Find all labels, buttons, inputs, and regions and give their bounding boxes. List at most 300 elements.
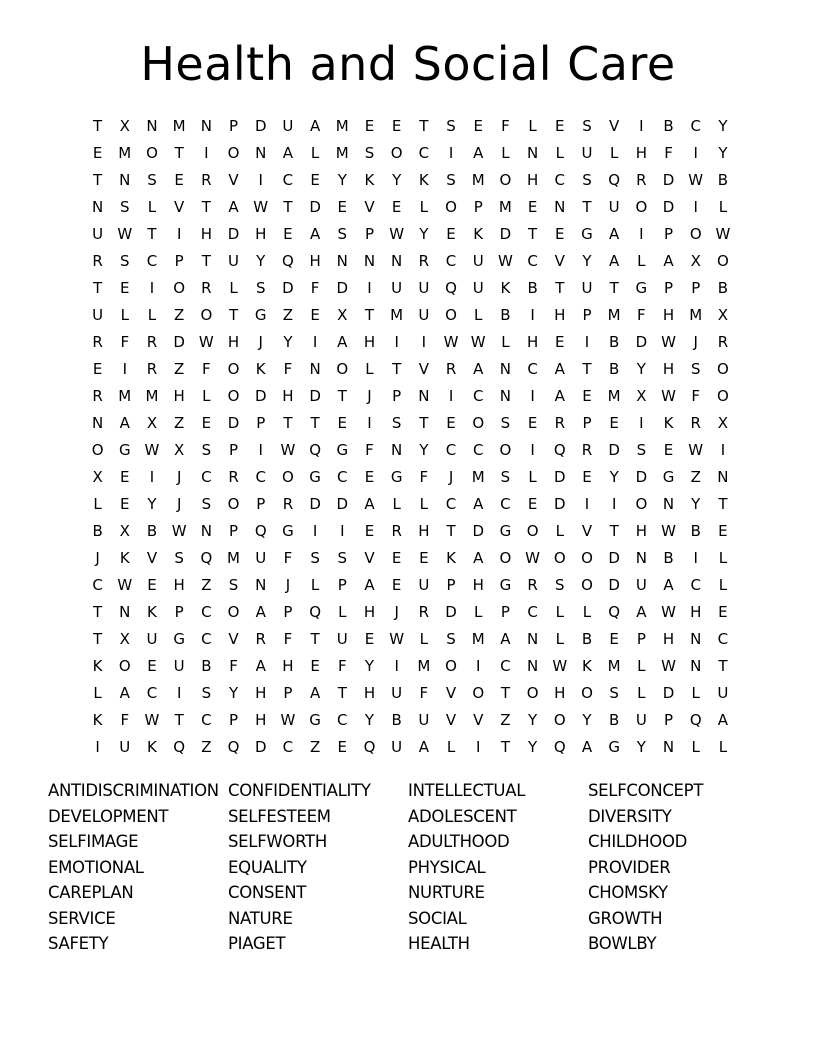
grid-letter: O <box>717 252 729 270</box>
grid-letter: Q <box>363 738 376 756</box>
grid-row <box>84 410 744 437</box>
grid-letter: R <box>391 522 402 540</box>
grid-letter: E <box>419 549 429 567</box>
grid-letter: N <box>200 117 212 135</box>
grid-letter: O <box>227 495 240 513</box>
grid-row <box>84 491 744 518</box>
grid-letter: N <box>255 144 267 162</box>
grid-letter: I <box>639 225 644 243</box>
grid-letter: I <box>312 333 318 351</box>
grid-letter: A <box>255 657 266 675</box>
grid-letter: J <box>258 333 263 351</box>
grid-letter: E <box>391 576 402 594</box>
grid-letter: N <box>499 360 512 378</box>
grid-letter: I <box>693 144 698 162</box>
grid-letter: J <box>285 576 291 594</box>
grid-letter: O <box>227 360 240 378</box>
grid-letter: O <box>499 171 512 189</box>
grid-letter: T <box>528 225 538 243</box>
grid-letter: B <box>391 711 402 729</box>
grid-letter: Z <box>201 576 212 594</box>
grid-row <box>84 221 744 248</box>
grid-letter: Q <box>608 171 621 189</box>
grid-letter: Q <box>309 441 321 459</box>
grid-letter: K <box>473 225 484 243</box>
grid-letter: G <box>118 441 131 459</box>
grid-letter: Y <box>691 495 701 513</box>
grid-letter: P <box>337 576 347 594</box>
grid-letter: A <box>473 549 484 567</box>
grid-letter: T <box>419 414 429 432</box>
grid-letter: O <box>717 387 729 405</box>
grid-letter: T <box>201 252 211 270</box>
grid-letter: K <box>92 711 103 729</box>
grid-letter: A <box>364 576 375 594</box>
grid-letter: N <box>391 252 403 270</box>
grid-letter: U <box>581 279 593 297</box>
grid-letter: S <box>446 630 456 648</box>
grid-letter: R <box>554 414 565 432</box>
grid-letter: O <box>282 468 294 486</box>
grid-letter: P <box>229 441 239 459</box>
grid-letter: O <box>445 657 457 675</box>
grid-letter: Y <box>392 171 402 189</box>
grid-letter: Y <box>256 252 266 270</box>
grid-letter: L <box>147 306 157 324</box>
grid-letter: A <box>309 225 321 243</box>
grid-letter: E <box>446 225 456 243</box>
grid-letter: S <box>120 198 130 216</box>
grid-letter: X <box>337 306 348 324</box>
grid-letter: O <box>200 306 213 324</box>
grid-letter: S <box>310 549 320 567</box>
grid-letter: K <box>418 171 429 189</box>
grid-letter: C <box>554 171 566 189</box>
grid-letter: F <box>283 630 293 648</box>
grid-letter: I <box>476 738 481 756</box>
grid-letter: L <box>718 549 728 567</box>
grid-letter: J <box>95 549 100 567</box>
grid-letter: H <box>662 360 675 378</box>
grid-letter: W <box>661 657 676 675</box>
grid-letter: Q <box>227 738 240 756</box>
grid-letter: U <box>336 630 348 648</box>
grid-letter: X <box>92 468 103 486</box>
grid-letter: B <box>690 522 701 540</box>
grid-letter: C <box>472 387 484 405</box>
grid-row <box>84 680 744 707</box>
grid-letter: P <box>174 252 184 270</box>
grid-letter: R <box>527 576 538 594</box>
grid-letter: N <box>418 387 430 405</box>
grid-letter: G <box>173 630 185 648</box>
grid-letter: Z <box>309 738 321 756</box>
grid-letter: P <box>446 576 456 594</box>
grid-letter: S <box>555 576 565 594</box>
grid-letter: Y <box>636 360 646 378</box>
grid-letter: N <box>200 522 212 540</box>
grid-letter: L <box>637 657 646 675</box>
word-list-item: SAFETY <box>48 934 109 953</box>
grid-letter: L <box>637 684 646 702</box>
word-list-item: CHOMSKY <box>588 883 668 902</box>
grid-letter: T <box>500 738 510 756</box>
grid-letter: E <box>718 603 728 621</box>
grid-letter: U <box>391 279 403 297</box>
grid-letter: T <box>337 684 347 702</box>
grid-letter: A <box>554 360 565 378</box>
grid-letter: W <box>280 711 296 729</box>
grid-letter: T <box>446 522 456 540</box>
grid-letter: U <box>717 684 729 702</box>
grid-letter: P <box>174 603 184 621</box>
grid-letter: Y <box>636 738 646 756</box>
word-list-item: SOCIAL <box>408 908 467 928</box>
grid-letter: Q <box>689 711 702 729</box>
grid-letter: Y <box>582 252 592 270</box>
word-list-item: PROVIDER <box>588 857 671 877</box>
grid-letter: S <box>364 144 375 162</box>
grid-letter: T <box>582 360 592 378</box>
grid-letter: E <box>582 387 592 405</box>
grid-letter: B <box>92 522 103 540</box>
grid-letter: F <box>691 387 701 405</box>
grid-letter: S <box>120 252 130 270</box>
grid-letter: C <box>146 252 158 270</box>
grid-letter: I <box>693 198 698 216</box>
grid-letter: U <box>146 630 158 648</box>
grid-letter: T <box>609 522 619 540</box>
grid-letter: Y <box>582 711 592 729</box>
grid-letter: G <box>499 522 512 540</box>
grid-letter: R <box>690 414 701 432</box>
grid-letter: C <box>445 252 457 270</box>
grid-letter: A <box>609 252 620 270</box>
grid-letter: T <box>555 279 565 297</box>
grid-letter: Y <box>609 468 619 486</box>
grid-letter: L <box>338 603 347 621</box>
grid-letter: T <box>392 360 402 378</box>
grid-letter: L <box>718 576 728 594</box>
grid-letter: D <box>554 468 566 486</box>
grid-letter: W <box>389 225 405 243</box>
grid-letter: U <box>418 306 430 324</box>
grid-letter: Y <box>147 495 157 513</box>
grid-letter: N <box>554 198 566 216</box>
grid-letter: Y <box>419 225 429 243</box>
grid-letter: F <box>202 360 211 378</box>
word-list-item: INTELLECTUAL <box>408 781 526 800</box>
grid-letter: A <box>473 144 484 162</box>
grid-letter: M <box>172 117 186 135</box>
grid-letter: G <box>336 441 349 459</box>
grid-letter: A <box>418 738 429 756</box>
grid-letter: S <box>391 414 402 432</box>
grid-letter: S <box>147 171 157 189</box>
grid-letter: D <box>608 576 620 594</box>
grid-letter: E <box>310 171 320 189</box>
grid-letter: I <box>421 333 427 351</box>
word-list-item: DEVELOPMENT <box>48 806 169 826</box>
grid-letter: T <box>718 495 728 513</box>
grid-letter: E <box>609 414 619 432</box>
grid-letter: I <box>122 360 127 378</box>
grid-letter: W <box>525 549 541 567</box>
grid-letter: W <box>661 333 676 351</box>
grid-letter: L <box>528 468 537 486</box>
grid-letter: I <box>176 225 182 243</box>
grid-letter: N <box>119 603 131 621</box>
grid-letter: Z <box>174 306 185 324</box>
grid-letter: S <box>690 360 701 378</box>
grid-letter: S <box>201 441 212 459</box>
grid-letter: Y <box>718 144 728 162</box>
grid-letter: E <box>527 198 538 216</box>
grid-letter: F <box>310 279 320 297</box>
grid-row <box>84 329 744 356</box>
grid-letter: N <box>635 549 647 567</box>
grid-letter: I <box>476 657 481 675</box>
grid-letter: I <box>394 333 399 351</box>
grid-letter: F <box>419 684 429 702</box>
grid-letter: N <box>526 630 539 648</box>
grid-letter: B <box>609 333 620 351</box>
grid-letter: W <box>443 333 459 351</box>
grid-letter: T <box>500 684 510 702</box>
grid-letter: P <box>500 603 510 621</box>
grid-letter: D <box>254 738 267 756</box>
grid-letter: B <box>663 549 674 567</box>
grid-letter: W <box>198 333 214 351</box>
grid-letter: L <box>120 306 129 324</box>
grid-letter: R <box>255 630 266 648</box>
grid-letter: S <box>446 171 456 189</box>
grid-letter: E <box>92 360 103 378</box>
grid-letter: O <box>173 279 186 297</box>
grid-letter: I <box>530 387 535 405</box>
grid-letter: A <box>609 225 620 243</box>
grid-letter: L <box>310 144 320 162</box>
grid-letter: D <box>662 198 675 216</box>
grid-letter: Z <box>201 738 212 756</box>
grid-letter: D <box>635 333 648 351</box>
grid-letter: N <box>717 468 729 486</box>
grid-letter: C <box>201 711 212 729</box>
grid-letter: O <box>499 549 512 567</box>
grid-letter: P <box>664 711 674 729</box>
grid-letter: I <box>530 306 535 324</box>
grid-letter: H <box>554 306 566 324</box>
grid-letter: Z <box>282 306 294 324</box>
grid-letter: H <box>472 576 484 594</box>
grid-letter: Y <box>528 738 538 756</box>
grid-letter: E <box>337 738 348 756</box>
grid-letter: H <box>635 144 647 162</box>
grid-letter: Z <box>500 711 511 729</box>
grid-letter: T <box>283 198 293 216</box>
grid-letter: F <box>283 549 293 567</box>
grid-letter: E <box>527 414 538 432</box>
grid-letter: J <box>448 468 454 486</box>
grid-letter: L <box>202 387 211 405</box>
grid-letter: E <box>473 117 483 135</box>
grid-letter: V <box>174 198 185 216</box>
grid-letter: L <box>419 198 429 216</box>
grid-letter: L <box>419 630 429 648</box>
grid-letter: R <box>92 333 103 351</box>
grid-letter: D <box>336 495 349 513</box>
grid-letter: Q <box>173 738 186 756</box>
word-list-item: PIAGET <box>228 934 286 953</box>
grid-letter: L <box>365 360 374 378</box>
grid-letter: T <box>174 144 184 162</box>
grid-letter: I <box>204 144 209 162</box>
grid-letter: O <box>581 684 593 702</box>
grid-letter: N <box>662 738 675 756</box>
grid-letter: E <box>364 522 375 540</box>
word-list-item: NATURE <box>228 908 293 928</box>
grid-letter: X <box>636 387 647 405</box>
letter-grid <box>84 113 744 761</box>
grid-letter: Q <box>553 441 566 459</box>
grid-letter: C <box>690 117 701 135</box>
grid-letter: M <box>607 306 621 324</box>
word-list-item: ADULTHOOD <box>408 832 510 851</box>
grid-letter: H <box>309 252 321 270</box>
grid-letter: E <box>446 414 456 432</box>
grid-letter: N <box>526 144 539 162</box>
grid-letter: E <box>310 657 320 675</box>
grid-letter: S <box>337 225 348 243</box>
grid-letter: H <box>363 684 376 702</box>
grid-letter: I <box>584 333 590 351</box>
word-list-item: EQUALITY <box>228 857 307 877</box>
grid-letter: D <box>662 684 675 702</box>
grid-letter: S <box>500 468 511 486</box>
grid-letter: A <box>309 684 321 702</box>
grid-letter: Z <box>174 414 185 432</box>
grid-letter: U <box>472 279 484 297</box>
grid-letter: I <box>584 495 590 513</box>
grid-letter: I <box>394 657 399 675</box>
grid-letter: E <box>609 630 619 648</box>
grid-letter: R <box>92 252 103 270</box>
grid-letter: P <box>664 279 674 297</box>
grid-letter: I <box>367 414 372 432</box>
grid-letter: A <box>663 252 674 270</box>
grid-letter: Y <box>337 171 347 189</box>
grid-letter: R <box>92 387 103 405</box>
grid-letter: M <box>390 306 404 324</box>
grid-letter: O <box>472 414 485 432</box>
grid-letter: E <box>582 468 592 486</box>
grid-letter: M <box>471 630 485 648</box>
grid-letter: P <box>636 630 646 648</box>
word-list-item: HEALTH <box>408 934 470 953</box>
word-list-item: BOWLBY <box>588 934 657 953</box>
grid-letter: N <box>391 441 403 459</box>
grid-letter: Y <box>364 711 375 729</box>
grid-letter: D <box>254 387 267 405</box>
grid-letter: E <box>391 117 402 135</box>
grid-letter: M <box>118 387 132 405</box>
grid-letter: H <box>173 387 185 405</box>
grid-letter: O <box>390 144 403 162</box>
grid-letter: V <box>418 360 429 378</box>
grid-letter: M <box>607 657 621 675</box>
grid-letter: M <box>335 144 349 162</box>
grid-letter: E <box>364 117 375 135</box>
grid-letter: E <box>337 414 348 432</box>
grid-letter: U <box>581 144 593 162</box>
grid-letter: O <box>526 522 539 540</box>
grid-letter: J <box>176 495 182 513</box>
grid-letter: T <box>93 630 103 648</box>
grid-letter: V <box>473 711 484 729</box>
grid-row <box>84 140 744 167</box>
grid-row <box>84 194 744 221</box>
grid-letter: E <box>147 576 157 594</box>
grid-letter: U <box>608 198 620 216</box>
grid-letter: S <box>174 549 184 567</box>
grid-letter: I <box>258 171 263 189</box>
grid-letter: T <box>337 387 347 405</box>
grid-letter: T <box>718 657 728 675</box>
grid-letter: O <box>526 684 539 702</box>
grid-letter: N <box>91 198 104 216</box>
grid-letter: W <box>661 603 676 621</box>
grid-letter: U <box>255 549 267 567</box>
grid-letter: I <box>693 549 698 567</box>
grid-letter: F <box>120 333 130 351</box>
grid-letter: V <box>364 549 375 567</box>
grid-letter: X <box>119 117 130 135</box>
grid-letter: D <box>254 117 267 135</box>
word-list-item: SELFESTEEM <box>228 806 331 826</box>
grid-letter: W <box>661 522 676 540</box>
grid-letter: O <box>472 684 485 702</box>
grid-letter: N <box>146 117 158 135</box>
grid-letter: U <box>418 576 430 594</box>
grid-letter: F <box>365 441 374 459</box>
grid-letter: N <box>526 657 539 675</box>
grid-letter: S <box>255 279 266 297</box>
grid-letter: A <box>119 414 130 432</box>
grid-letter: N <box>662 495 675 513</box>
grid-letter: S <box>582 171 592 189</box>
grid-letter: M <box>417 657 431 675</box>
grid-letter: A <box>473 495 484 513</box>
grid-letter: I <box>340 522 345 540</box>
grid-letter: J <box>693 333 698 351</box>
grid-letter: Q <box>200 549 213 567</box>
grid-letter: D <box>445 603 457 621</box>
grid-letter: T <box>93 603 103 621</box>
grid-letter: R <box>201 279 212 297</box>
grid-letter: U <box>391 684 403 702</box>
grid-letter: G <box>635 279 648 297</box>
word-list-item: DIVERSITY <box>588 806 672 826</box>
grid-letter: L <box>609 144 619 162</box>
grid-letter: E <box>718 522 728 540</box>
grid-letter: Z <box>690 468 701 486</box>
grid-letter: H <box>227 333 240 351</box>
grid-letter: E <box>663 441 674 459</box>
grid-letter: J <box>367 387 372 405</box>
grid-letter: E <box>283 225 293 243</box>
grid-letter: Y <box>528 711 538 729</box>
word-list-item: CAREPLAN <box>48 883 134 902</box>
